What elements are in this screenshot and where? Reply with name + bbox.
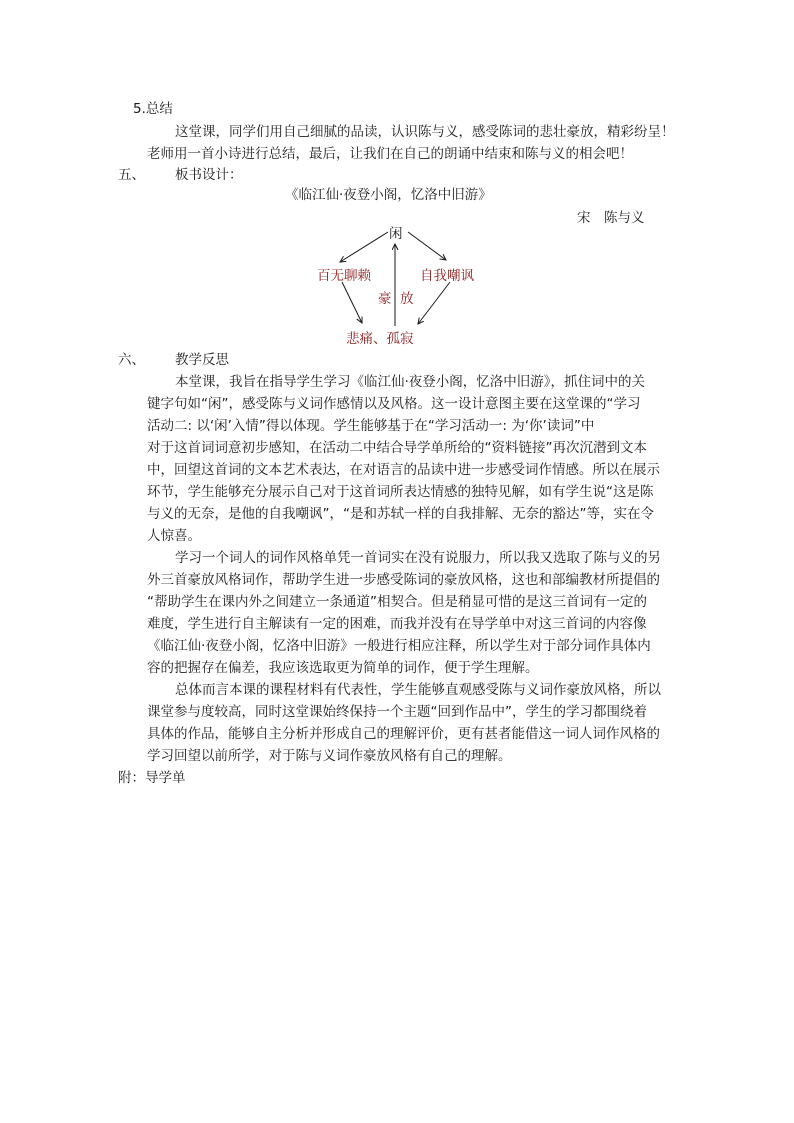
section-5-title: 板书设计： <box>175 167 243 183</box>
reflection-p2-line: 容的把握存在偏差，我应该选取更为简单的词作，便于学生理解。 <box>147 660 539 676</box>
reflection-p1-line: 活动二: 以‘闲’入情”得以体现。学生能够基于在“学习活动一: 为‘你’读词”中 <box>147 418 595 434</box>
reflection-p2-line: “帮助学生在课内外之间建立一条通道”相契合。但是稍显可惜的是这三首词有一定的 <box>147 594 647 610</box>
reflection-p1-line: 对于这首词词意初步感知，在活动二中结合导学单所给的“资料链接”再次沉潜到文本 <box>147 440 647 456</box>
section-5-number: 五、 <box>118 167 145 183</box>
board-top-word: 闲 <box>389 226 403 242</box>
reflection-p2-line: 难度，学生进行自主解读有一定的困难，而我并没有在导学单中对这三首词的内容像 <box>147 616 647 632</box>
board-left-word: 百无聊赖 <box>317 268 371 284</box>
summary-line-1: 这堂课，同学们用自己细腻的品读，认识陈与义，感受陈词的悲壮豪放，精彩纷呈！ <box>175 124 675 140</box>
summary-heading: 5.总结 <box>133 101 173 117</box>
reflection-p3-line: 学习回望以前所学，对于陈与义词作豪放风格有自己的理解。 <box>147 748 512 764</box>
board-center-word-2: 放 <box>400 291 414 307</box>
reflection-p1-line: 环节，学生能够充分展示自己对于这首词所表达情感的独特见解，如有学生说“这是陈 <box>147 484 654 500</box>
reflection-p3-line: 课堂参与度较高，同时这堂课始终保持一个主题“回到作品中”，学生的学习都围绕着 <box>147 704 647 720</box>
reflection-p1-line: 本堂课，我旨在指导学生学习《临江仙·夜登小阁，忆洛中旧游》，抓住词中的关 <box>175 374 646 390</box>
reflection-p3-line: 总体而言本课的课程材料有代表性，学生能够直观感受陈与义词作豪放风格，所以 <box>175 682 661 698</box>
arrow-left-to-bottom <box>342 282 362 323</box>
reflection-p1-line: 键字句如“闲”，感受陈与义词作感情以及风格。这一设计意图主要在这堂课的“学习 <box>147 396 641 412</box>
board-bottom-word: 悲痛、孤寂 <box>346 331 414 347</box>
board-poem-title: 《临江仙·夜登小阁，忆洛中旧游》 <box>285 187 492 203</box>
arrow-top-to-left <box>340 232 388 262</box>
reflection-p1-line: 与义的无奈，是他的自我嘲讽”，“是和苏轼一样的自我排解、无奈的豁达”等，实在令 <box>147 506 654 522</box>
reflection-p1-line: 中，回望这首词的文本艺术表达，在对语言的品读中进一步感受词作情感。所以在展示 <box>147 462 660 478</box>
arrow-top-to-right <box>408 232 446 260</box>
reflection-p2-line: 外三首豪放风格词作，帮助学生进一步感受陈词的豪放风格，这也和部编教材所提倡的 <box>147 572 660 588</box>
arrow-right-to-bottom <box>418 282 450 324</box>
reflection-p1-line: 人惊喜。 <box>147 528 201 544</box>
section-6-number: 六、 <box>118 352 145 368</box>
reflection-p3-line: 具体的作品，能够自主分析并形成自己的理解评价，更有甚者能借这一词人词作风格的 <box>147 726 660 742</box>
section-6-title: 教学反思 <box>175 352 229 368</box>
summary-line-2: 老师用一首小诗进行总结，最后，让我们在自己的朗诵中结束和陈与义的相会吧！ <box>147 146 633 162</box>
reflection-p2-line: 学习一个词人的词作风格单凭一首词实在没有说服力，所以我又选取了陈与义的另 <box>175 550 661 566</box>
board-right-word: 自我嘲讽 <box>420 268 474 284</box>
reflection-p2-line: 《临江仙·夜登小阁，忆洛中旧游》一般进行相应注释，所以学生对于部分词作具体内 <box>147 638 651 654</box>
board-center-word-1: 豪 <box>378 291 392 307</box>
board-author: 宋 陈与义 <box>577 210 645 226</box>
appendix-label: 附：导学单 <box>118 770 186 786</box>
